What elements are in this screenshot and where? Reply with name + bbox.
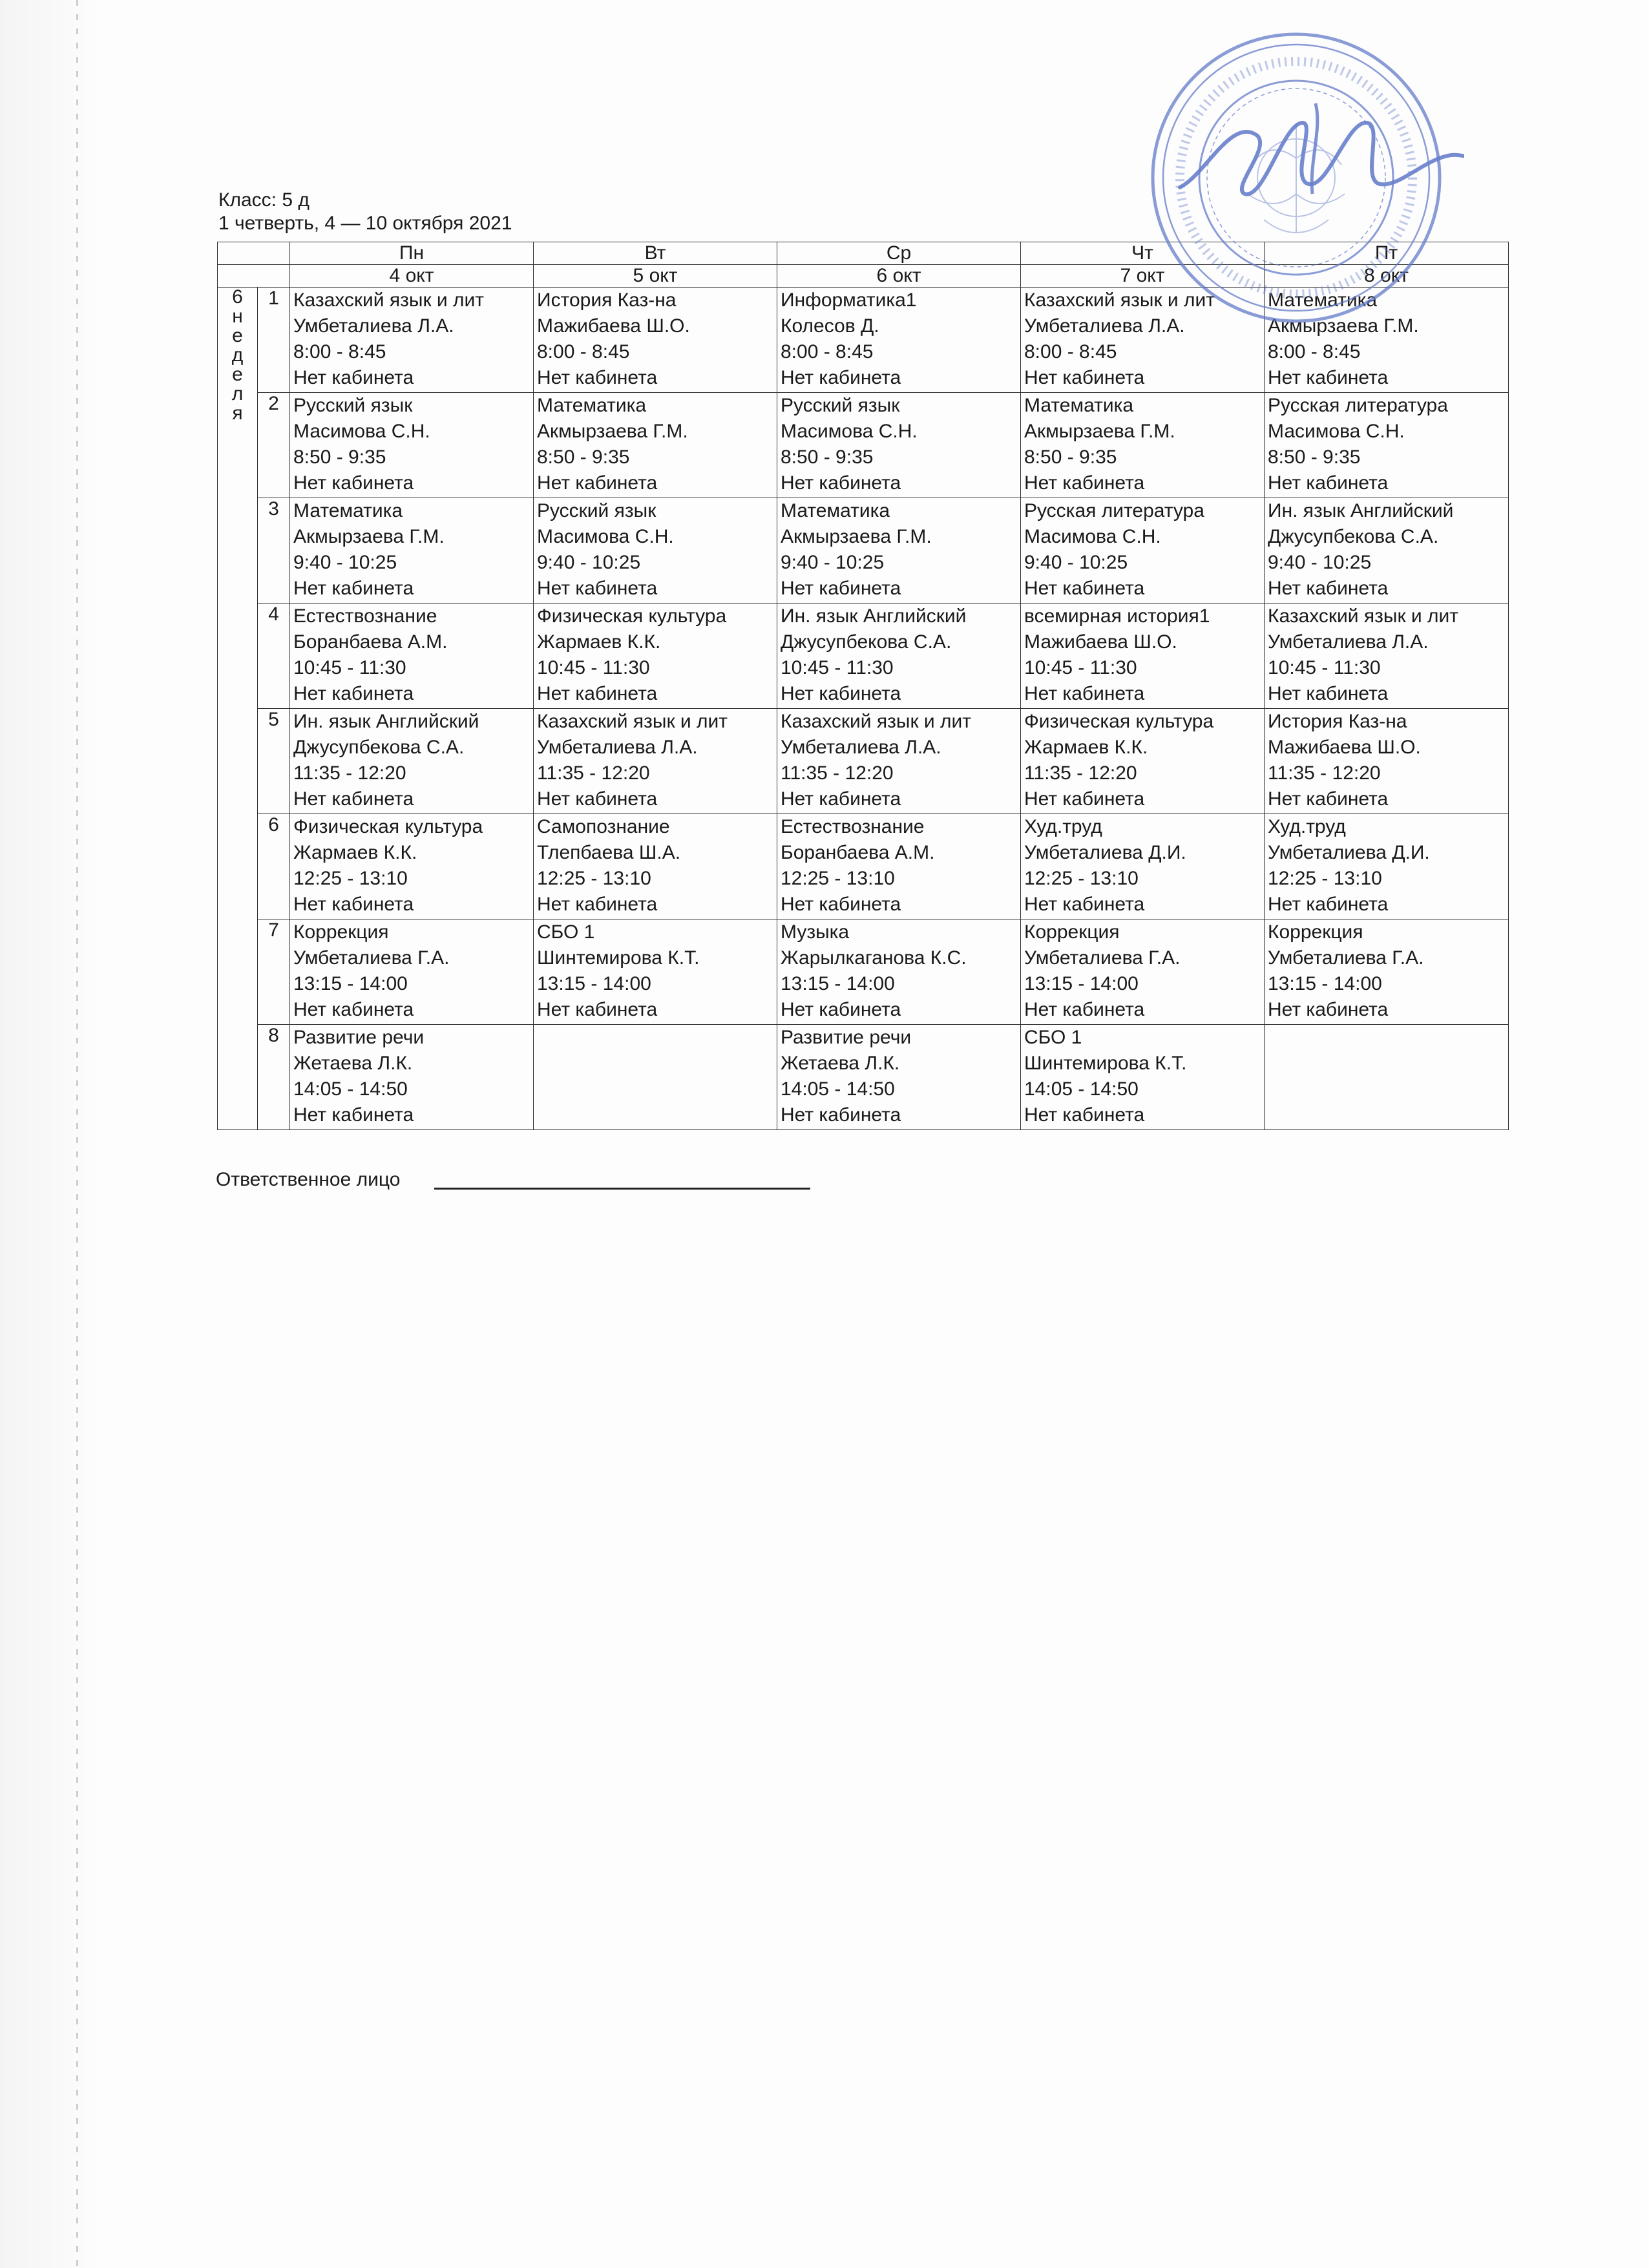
lesson-subject: Казахский язык и лит [781,711,972,732]
lesson-time: 8:50 - 9:35 [293,446,386,468]
lesson-room: Нет кабинета [293,472,414,494]
lesson-subject: Математика [1268,289,1378,311]
lesson-row [218,498,1509,604]
lesson-teacher: Акмырзаева Г.М. [1024,421,1175,442]
lesson-subject: Ин. язык Английский [781,605,967,627]
lesson-time: 8:00 - 8:45 [293,341,386,362]
lesson-subject: Естествознание [781,816,925,837]
lesson-cell-mon [290,814,534,919]
lesson-number: 8 [258,1025,290,1130]
lesson-cell-thu [1021,498,1265,604]
lesson-room: Нет кабинета [1024,788,1145,810]
lesson-teacher: Умбеталиева Д.И. [1024,842,1186,863]
lesson-time: 8:00 - 8:45 [1024,341,1117,362]
lesson-teacher: Жармаев К.К. [1024,737,1148,758]
lesson-time: 8:00 - 8:45 [537,341,630,362]
lesson-time: 10:45 - 11:30 [781,657,894,678]
lesson-subject: Худ.труд [1268,816,1346,837]
lesson-room: Нет кабинета [537,472,658,494]
lesson-subject: Русская литература [1024,500,1204,521]
lesson-teacher: Мажибаева Ш.О. [1024,631,1177,653]
lesson-teacher: Масимова С.Н. [781,421,918,442]
lesson-room: Нет кабинета [537,683,658,704]
lesson-room: Нет кабинета [1268,367,1389,388]
lesson-time: 11:35 - 12:20 [1024,762,1137,784]
lesson-subject: История Каз-на [537,289,677,311]
lesson-room: Нет кабинета [293,367,414,388]
lesson-subject: Русский язык [293,395,413,416]
lesson-room: Нет кабинета [537,894,658,915]
lesson-teacher: Акмырзаева Г.М. [781,526,932,547]
lesson-subject: Русский язык [537,500,656,521]
lesson-cell-fri [1265,393,1509,498]
lesson-subject: Информатика1 [781,289,917,311]
lesson-time: 11:35 - 12:20 [293,762,406,784]
lesson-subject: Худ.труд [1024,816,1102,837]
lesson-time: 12:25 - 13:10 [1268,868,1382,889]
lesson-cell-wed [777,288,1021,393]
lesson-time: 8:50 - 9:35 [1268,446,1361,468]
lesson-cell-fri [1265,919,1509,1025]
lesson-room: Нет кабинета [293,894,414,915]
lesson-room: Нет кабинета [293,683,414,704]
lesson-teacher: Жармаев К.К. [537,631,661,653]
lesson-room: Нет кабинета [1268,894,1389,915]
lesson-cell-wed [777,709,1021,814]
school-seal-stamp [1102,26,1464,330]
responsible-person-label: Ответственное лицо [216,1169,401,1190]
lesson-time: 13:15 - 14:00 [293,973,408,994]
lesson-cell-thu [1021,393,1265,498]
lesson-time: 9:40 - 10:25 [537,552,641,573]
lesson-cell-tue [534,498,777,604]
lesson-room: Нет кабинета [1024,999,1145,1020]
lesson-cell-wed [777,498,1021,604]
lesson-time: 14:05 - 14:50 [293,1078,408,1100]
lesson-cell-fri [1265,709,1509,814]
lesson-teacher: Мажибаева Ш.О. [1268,737,1421,758]
lesson-subject: Физическая культура [293,816,483,837]
day-name-wed: Ср [777,242,1021,265]
lesson-subject: Музыка [781,921,850,943]
lesson-number: 1 [258,288,290,393]
lesson-subject: Математика [537,395,647,416]
lesson-teacher: Акмырзаева Г.М. [293,526,445,547]
lesson-teacher: Умбеталиева Л.А. [781,737,941,758]
lesson-subject: Развитие речи [781,1027,912,1048]
lesson-subject: Казахский язык и лит [1024,289,1215,311]
day-date-wed: 6 окт [777,265,1021,288]
lesson-teacher: Масимова С.Н. [1024,526,1161,547]
lesson-cell-mon [290,1025,534,1130]
lesson-teacher: Жетаева Л.К. [293,1053,413,1074]
lesson-row [218,393,1509,498]
lesson-teacher: Боранбаева А.М. [781,842,935,863]
lesson-cell-wed [777,814,1021,919]
lesson-room: Нет кабинета [1268,683,1389,704]
lesson-time: 8:50 - 9:35 [537,446,630,468]
lesson-room: Нет кабинета [537,578,658,599]
lesson-subject: Физическая культура [1024,711,1214,732]
lesson-subject: Коррекция [1268,921,1363,943]
lesson-room: Нет кабинета [1024,683,1145,704]
lesson-room: Нет кабинета [1024,367,1145,388]
lesson-subject: Развитие речи [293,1027,425,1048]
lesson-teacher: Умбеталиева Г.А. [293,947,450,969]
lesson-cell-tue [534,919,777,1025]
lesson-time: 10:45 - 11:30 [537,657,650,678]
lesson-subject: СБО 1 [537,921,595,943]
lesson-cell-tue [534,288,777,393]
lesson-cell-fri [1265,498,1509,604]
lesson-room: Нет кабинета [781,367,901,388]
signature-line [434,1188,810,1190]
lesson-time: 8:00 - 8:45 [1268,341,1361,362]
lesson-room: Нет кабинета [293,578,414,599]
lesson-cell-wed [777,919,1021,1025]
lesson-teacher: Жетаева Л.К. [781,1053,900,1074]
lesson-subject: История Каз-на [1268,711,1407,732]
lesson-cell-tue [534,604,777,709]
lesson-room: Нет кабинета [1024,894,1145,915]
lesson-time: 11:35 - 12:20 [1268,762,1381,784]
lesson-subject: СБО 1 [1024,1027,1082,1048]
lesson-room: Нет кабинета [293,999,414,1020]
period-label: 1 четверть, 4 — 10 октября 2021 [218,213,512,234]
lesson-teacher: Масимова С.Н. [537,526,674,547]
lesson-teacher: Тлепбаева Ш.А. [537,842,681,863]
lesson-room: Нет кабинета [537,788,658,810]
lesson-time: 8:50 - 9:35 [781,446,874,468]
lesson-room: Нет кабинета [1268,472,1389,494]
lesson-room: Нет кабинета [537,367,658,388]
day-date-fri: 8 окт [1265,265,1509,288]
lesson-teacher: Джусупбекова С.А. [781,631,952,653]
lesson-teacher: Умбеталиева Л.А. [293,315,454,337]
lesson-teacher: Шинтемирова К.Т. [1024,1053,1187,1074]
lesson-time: 14:05 - 14:50 [1024,1078,1139,1100]
lesson-subject: Ин. язык Английский [293,711,479,732]
lesson-time: 13:15 - 14:00 [781,973,895,994]
lesson-room: Нет кабинета [293,1104,414,1126]
lesson-teacher: Колесов Д. [781,315,879,337]
lesson-subject: Математика [293,500,403,521]
lesson-teacher: Жарылкаганова К.С. [781,947,967,969]
lesson-cell-tue [534,814,777,919]
schedule-table [217,242,1509,1130]
lesson-teacher: Джусупбекова С.А. [293,737,465,758]
lesson-teacher: Акмырзаева Г.М. [1268,315,1419,337]
lesson-time: 12:25 - 13:10 [293,868,408,889]
lesson-teacher: Мажибаева Ш.О. [537,315,690,337]
lesson-time: 12:25 - 13:10 [537,868,651,889]
lesson-room: Нет кабинета [293,788,414,810]
lesson-cell-wed [777,1025,1021,1130]
lesson-row [218,709,1509,814]
day-name-thu: Чт [1021,242,1265,265]
lesson-time: 10:45 - 11:30 [1024,657,1137,678]
lesson-cell-mon [290,498,534,604]
lesson-number: 4 [258,604,290,709]
lesson-time: 14:05 - 14:50 [781,1078,895,1100]
lesson-row [218,919,1509,1025]
lesson-subject: Физическая культура [537,605,727,627]
lesson-teacher: Масимова С.Н. [293,421,430,442]
lesson-cell-mon [290,919,534,1025]
lesson-subject: Казахский язык и лит [1268,605,1459,627]
day-date-thu: 7 окт [1021,265,1265,288]
lesson-subject: всемирная история1 [1024,605,1210,627]
lesson-row [218,604,1509,709]
lesson-cell-thu [1021,919,1265,1025]
lesson-teacher: Умбеталиева Л.А. [1268,631,1429,653]
lesson-teacher: Боранбаева А.М. [293,631,448,653]
lesson-number: 2 [258,393,290,498]
lesson-room: Нет кабинета [1024,578,1145,599]
lesson-cell-mon [290,393,534,498]
lesson-teacher: Умбеталиева Г.А. [1268,947,1424,969]
lesson-time: 13:15 - 14:00 [1268,973,1382,994]
lesson-room: Нет кабинета [781,472,901,494]
lesson-cell-fri [1265,814,1509,919]
lesson-time: 11:35 - 12:20 [781,762,894,784]
lesson-subject: Математика [1024,395,1134,416]
week-label: 6 неделя [231,286,244,424]
scan-edge-artifact [0,0,103,2268]
lesson-room: Нет кабинета [1268,578,1389,599]
lesson-row [218,814,1509,919]
lesson-room: Нет кабинета [781,1104,901,1126]
lesson-number: 7 [258,919,290,1025]
lesson-time: 10:45 - 11:30 [293,657,406,678]
lesson-cell-mon [290,288,534,393]
day-name-fri: Пт [1265,242,1509,265]
lesson-time: 9:40 - 10:25 [781,552,885,573]
lesson-cell-thu [1021,1025,1265,1130]
day-date-tue: 5 окт [534,265,777,288]
lesson-cell-mon [290,604,534,709]
lesson-teacher: Умбеталиева Г.А. [1024,947,1181,969]
lesson-time: 11:35 - 12:20 [537,762,650,784]
lesson-room: Нет кабинета [1024,472,1145,494]
lesson-room: Нет кабинета [537,999,658,1020]
lesson-subject: Казахский язык и лит [537,711,728,732]
lesson-number: 6 [258,814,290,919]
lesson-row [218,1025,1509,1130]
lesson-cell-fri [1265,1025,1509,1130]
lesson-time: 9:40 - 10:25 [293,552,397,573]
lesson-subject: Коррекция [1024,921,1120,943]
lesson-room: Нет кабинета [781,999,901,1020]
lesson-subject: Математика [781,500,890,521]
lesson-number: 3 [258,498,290,604]
corner-cell-2 [218,265,258,288]
lesson-number: 5 [258,709,290,814]
lesson-subject: Казахский язык и лит [293,289,485,311]
lesson-room: Нет кабинета [781,788,901,810]
lesson-subject: Естествознание [293,605,437,627]
lesson-room: Нет кабинета [1268,999,1389,1020]
lesson-cell-tue [534,1025,777,1130]
class-label: Класс: 5 д [218,189,310,211]
lesson-teacher: Жармаев К.К. [293,842,417,863]
week-cell [218,288,258,1130]
lesson-time: 13:15 - 14:00 [537,973,651,994]
lesson-teacher: Джусупбекова С.А. [1268,526,1439,547]
lesson-cell-tue [534,393,777,498]
lesson-room: Нет кабинета [1268,788,1389,810]
lesson-subject: Русский язык [781,395,900,416]
lesson-subject: Русская литература [1268,395,1448,416]
lesson-time: 8:50 - 9:35 [1024,446,1117,468]
lesson-cell-thu [1021,709,1265,814]
lesson-teacher: Умбеталиева Л.А. [1024,315,1185,337]
lesson-time: 12:25 - 13:10 [781,868,895,889]
corner-cell-3 [258,265,290,288]
lesson-subject: Самопознание [537,816,670,837]
lesson-time: 9:40 - 10:25 [1268,552,1372,573]
lesson-room: Нет кабинета [1024,1104,1145,1126]
lesson-time: 8:00 - 8:45 [781,341,874,362]
lesson-time: 13:15 - 14:00 [1024,973,1139,994]
lesson-room: Нет кабинета [781,683,901,704]
lesson-room: Нет кабинета [781,578,901,599]
lesson-teacher: Масимова С.Н. [1268,421,1405,442]
day-name-mon: Пн [290,242,534,265]
corner-cell [218,242,290,265]
lesson-cell-thu [1021,604,1265,709]
lesson-room: Нет кабинета [781,894,901,915]
lesson-teacher: Умбеталиева Л.А. [537,737,698,758]
lesson-cell-mon [290,709,534,814]
lesson-teacher: Акмырзаева Г.М. [537,421,688,442]
lesson-subject: Ин. язык Английский [1268,500,1454,521]
lesson-time: 10:45 - 11:30 [1268,657,1381,678]
lesson-time: 12:25 - 13:10 [1024,868,1139,889]
day-date-mon: 4 окт [290,265,534,288]
lesson-cell-tue [534,709,777,814]
lesson-cell-thu [1021,814,1265,919]
lesson-time: 9:40 - 10:25 [1024,552,1128,573]
lesson-cell-wed [777,393,1021,498]
day-name-tue: Вт [534,242,777,265]
lesson-cell-wed [777,604,1021,709]
lesson-cell-fri [1265,604,1509,709]
lesson-teacher: Шинтемирова К.Т. [537,947,700,969]
lesson-subject: Коррекция [293,921,389,943]
lesson-teacher: Умбеталиева Д.И. [1268,842,1430,863]
